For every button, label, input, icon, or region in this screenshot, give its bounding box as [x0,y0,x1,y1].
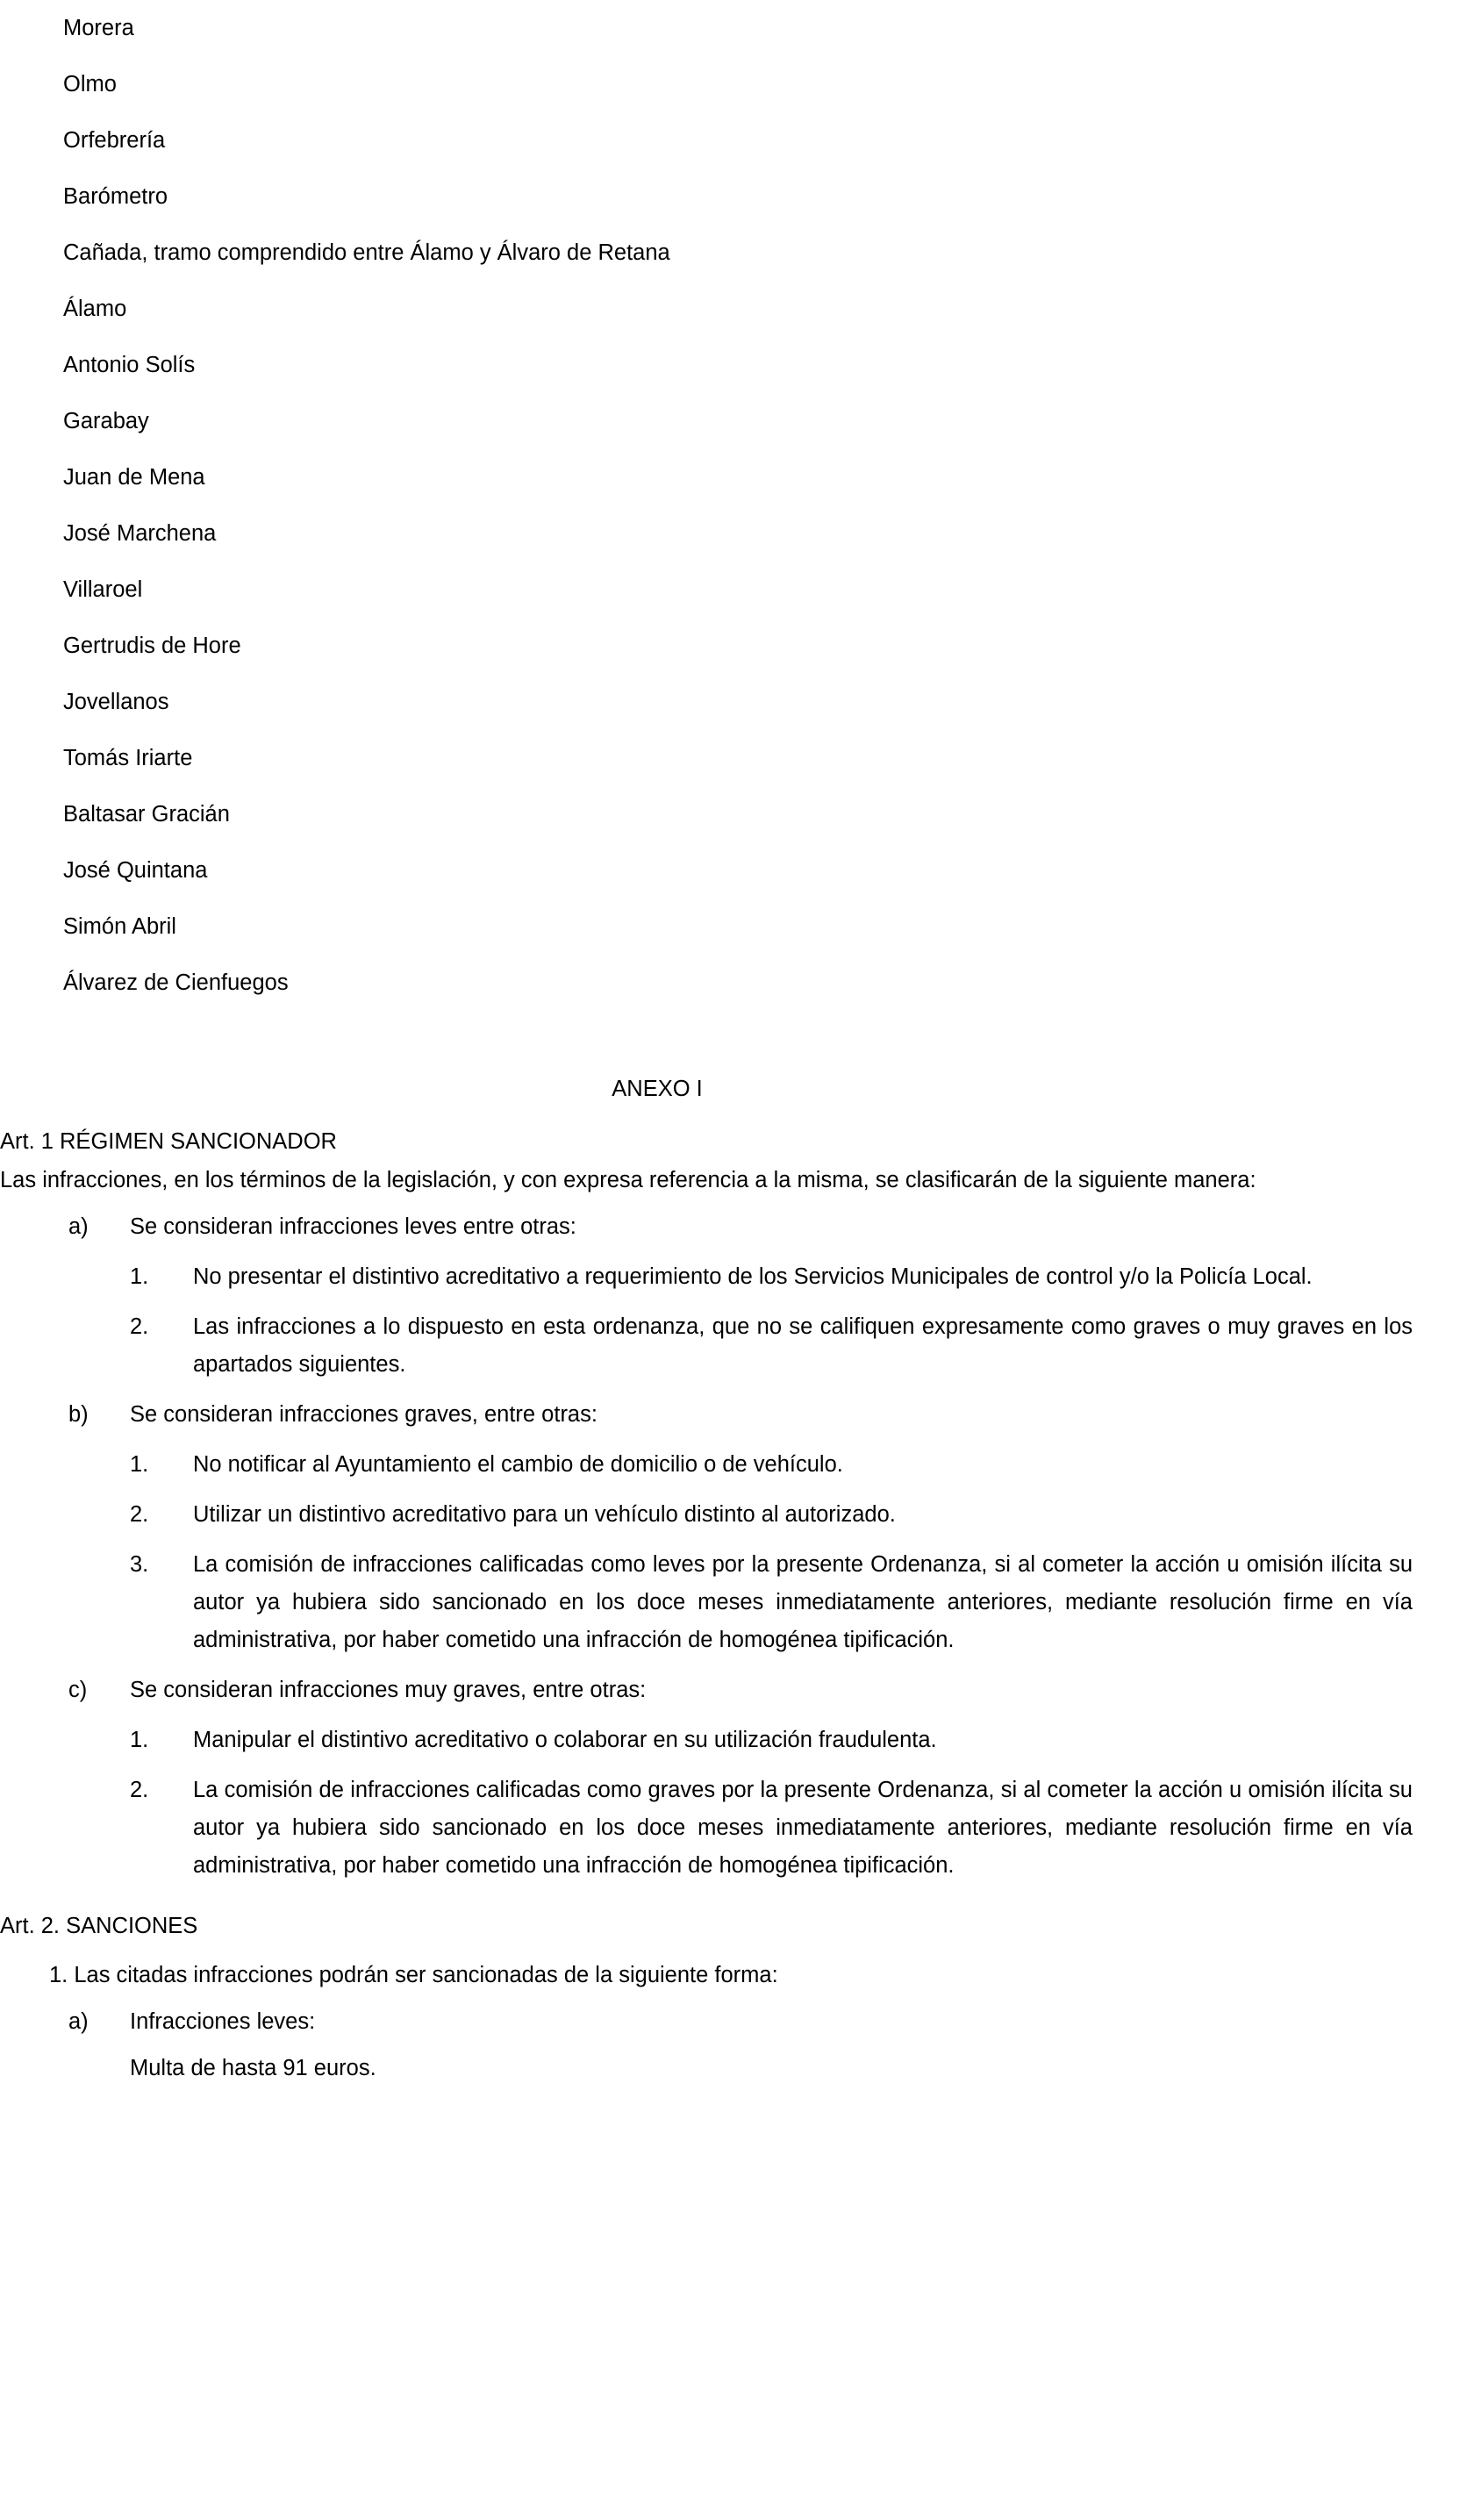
list-item: Villaroel [63,577,143,602]
annex-title: ANEXO I [612,1077,703,1101]
item-marker: a) [68,1214,89,1239]
list-item: Tomás Iriarte [63,746,193,770]
list-item [0,1672,1428,1885]
item-text: Las infracciones a lo dispuesto en esta ordenanza, que no se califiquen expresamente como graves o muy graves en los apartados siguientes. [193,1314,1413,1377]
list-item: Baltasar Gracián [63,802,230,827]
list-item [130,1308,1428,1384]
sub-items [130,1446,1428,1659]
list-item: Gertrudis de Hore [63,634,241,658]
list-item [130,1496,1428,1534]
article-2-numbered-paragraph: 1. Las citadas infracciones podrán ser sancionadas de la siguiente forma: [49,1963,778,1987]
list-item: Álvarez de Cienfuegos [63,970,289,995]
item-marker: c) [68,1678,88,1702]
street-name-list [0,0,1428,1011]
article-2-item-detail: Multa de hasta 91 euros. [130,2056,376,2080]
list-item [130,1446,1428,1484]
item-text: Manipular el distintivo acreditativo o colaborar en su utilización fraudulenta. [193,1728,937,1752]
item-text: No presentar el distintivo acreditativo a requerimiento de los Servicios Municipales de control y/o la Policía Local. [193,1264,1313,1289]
list-item: Juan de Mena [63,465,205,490]
item-marker: a) [68,2009,89,2034]
spacer [0,1011,1428,1074]
item-marker: b) [68,1402,89,1427]
list-item: Antonio Solís [63,353,196,377]
item-marker: 2. [130,1314,149,1339]
item-text: Infracciones leves: [130,2009,316,2034]
list-item [0,2003,1428,2041]
list-item [130,1258,1428,1296]
item-marker: 2. [130,1502,149,1527]
list-item [130,1546,1428,1659]
item-marker: 1. [130,1728,149,1752]
item-text: Se consideran infracciones leves entre otras: [130,1214,576,1239]
list-item: Olmo [63,72,117,97]
article-2-items [0,2003,1428,2041]
article-1-heading: Art. 1 RÉGIMEN SANCIONADOR [0,1129,337,1154]
item-text: Se consideran infracciones graves, entre otras: [130,1402,597,1427]
item-marker: 1. [130,1452,149,1477]
item-text: Utilizar un distintivo acreditativo para un vehículo distinto al autorizado. [193,1502,896,1527]
item-text: La comisión de infracciones calificadas como graves por la presente Ordenanza, si al cometer la acción u omisión ilícita su autor ya hubiera sido sancionado en los doce meses inmediatamente anteriores, mediante resolución firme en vía administrativa, por haber cometido una infracción de homogénea tipificación. [193,1778,1413,1878]
spacer [0,1885,1428,1911]
sub-items [130,1722,1428,1885]
list-item: Barómetro [63,184,168,209]
list-item: Álamo [63,297,127,321]
list-item: José Quintana [63,858,208,883]
list-item [0,1208,1428,1384]
article-1-intro: Las infracciones, en los términos de la legislación, y con expresa referencia a la misma, se clasificarán de la siguiente manera: [0,1168,1256,1192]
item-marker: 2. [130,1778,149,1802]
list-item: Orfebrería [63,128,166,153]
list-item [130,1772,1428,1885]
item-marker: 3. [130,1552,149,1577]
list-item [130,1722,1428,1759]
article-1-items [0,1208,1428,1885]
list-item [0,1396,1428,1659]
item-marker: 1. [130,1264,149,1289]
sub-items [130,1258,1428,1384]
spacer [0,1104,1428,1127]
item-text: No notificar al Ayuntamiento el cambio de domicilio o de vehículo. [193,1452,843,1477]
list-item: Garabay [63,409,149,433]
item-text: Se consideran infracciones muy graves, entre otras: [130,1678,647,1702]
list-item: Cañada, tramo comprendido entre Álamo y Álvaro de Retana [63,240,670,265]
item-text: La comisión de infracciones calificadas como leves por la presente Ordenanza, si al cometer la acción u omisión ilícita su autor ya hubiera sido sancionado en los doce meses inmediatamente anteriores, mediante resolución firme en vía administrativa, por haber cometido una infracción de homogénea tipificación. [193,1552,1413,1652]
list-item: Jovellanos [63,690,169,714]
list-item: José Marchena [63,521,217,546]
list-item: Simón Abril [63,914,176,939]
article-2-heading: Art. 2. SANCIONES [0,1914,198,1938]
list-item: Morera [63,16,134,40]
